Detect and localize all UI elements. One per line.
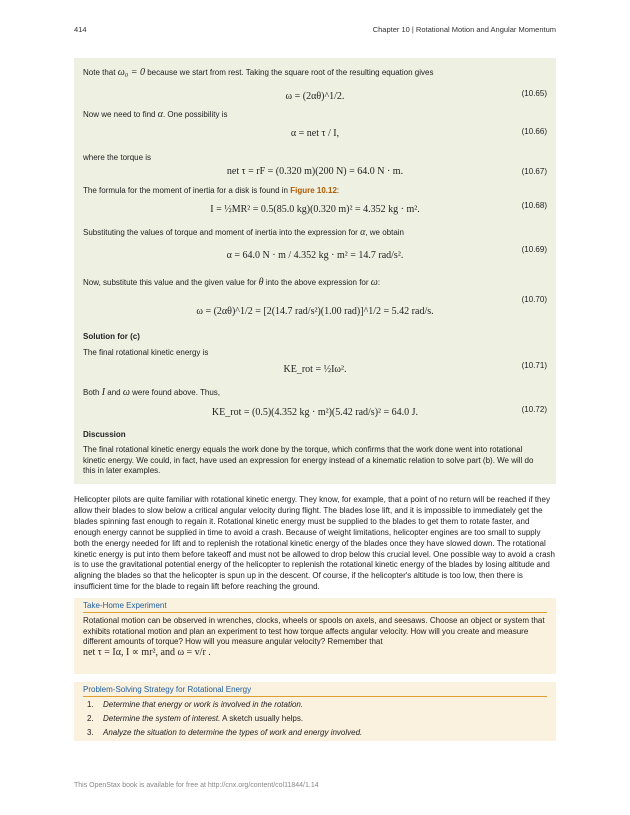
text-line: Both I and ω were found above. Thus, [83, 387, 221, 398]
text-line: Now we need to find α. One possibility is [83, 109, 228, 120]
equation: KE_rot = ½Iω². [283, 364, 347, 375]
text-line: The formula for the moment of inertia for a disk is found in Figure 10.12: [83, 186, 340, 195]
take-home-title: Take-Home Experiment [83, 601, 547, 613]
equation-number: (10.71) [521, 361, 547, 370]
equation: ω = (2αθ)^1/2. [285, 91, 345, 102]
strategy-steps [87, 698, 547, 740]
discussion-text: The final rotational kinetic energy equals the work done by the torque, which confirms that the work done went into rotational kinetic energy. We could, in fact, have used an expression for energy instead of a kinematic relation to solve part (b). We will do this in later examples. [83, 445, 534, 475]
equation: α = 64.0 N · m / 4.352 kg · m² = 14.7 rad/s². [226, 250, 404, 261]
example-box [74, 58, 556, 484]
section-heading: Discussion [83, 430, 126, 439]
list-item: 3. Analyze the situation to determine the types of work and energy involved. [87, 728, 363, 737]
text-line: Now, substitute this value and the given value for θ into the above expression for ω: [83, 277, 381, 288]
text-line: Substituting the values of torque and moment of inertia into the expression for α, we obtain [83, 227, 405, 238]
equation-number: (10.65) [521, 89, 547, 98]
equation-number: (10.70) [521, 295, 547, 304]
chapter-title: Chapter 10 | Rotational Motion and Angular Momentum [372, 25, 556, 34]
take-home-text: Rotational motion can be observed in wrenches, clocks, wheels or spools on axels, and seesaws. Choose an object or system that exhibits rotational motion and plan an experiment to test how torque affects angular velocity. How will you create and measure different amounts of torque? How will you measure angular velocity? Remember that net τ = Iα, I ∝ mr², and ω = v/r . [83, 616, 545, 658]
list-item: 2. Determine the system of interest. A sketch usually helps. [87, 714, 304, 723]
strategy-title: Problem-Solving Strategy for Rotational Energy [83, 685, 547, 697]
section-heading: Solution for (c) [83, 332, 140, 341]
page-footer: This OpenStax book is available for free at http://cnx.org/content/col11844/1.14 [74, 782, 319, 789]
equation: ω = (2αθ)^1/2 = [2(14.7 rad/s²)(1.00 rad)]^1/2 = 5.42 rad/s. [196, 306, 434, 317]
equation-number: (10.69) [521, 245, 547, 254]
equation-number: (10.72) [521, 405, 547, 414]
list-item: 1. Determine that energy or work is involved in the rotation. [87, 700, 304, 709]
body-paragraph: Helicopter pilots are quite familiar with rotational kinetic energy. They know, for example, that a point of no return will be reached if they allow their blades to slow below a critical angular velocity during flight. The blades lose lift, and it is impossible to immediately get the blades spinning fast enough to regain it. Rotational kinetic energy must be supplied to the blades to get them to rotate faster, and enough energy cannot be supplied in time to avoid a crash. Because of weight limitations, helicopter engines are too small to supply both the energy needed for lift and to replenish the rotational kinetic energy of the blades once they have slowed down. The rotational kinetic energy is put into them before takeoff and must not be allowed to drop below this crucial level. One possible way to avoid a crash is to use the gravitational potential energy of the helicopter to replenish the rotational kinetic energy of the blades by losing altitude and aligning the blades so that the helicopter is spun up in the descent. Of course, if the helicopter's altitude is too low, then there is insufficient time for the blade to regain lift before reaching the ground. [74, 495, 556, 592]
take-home-box [74, 598, 556, 674]
figure-link[interactable]: Figure 10.12 [290, 186, 337, 195]
equation: α = net τ / I, [290, 128, 340, 139]
equation-number: (10.66) [521, 127, 547, 136]
equation: net τ = rF = (0.320 m)(200 N) = 64.0 N · m. [226, 166, 404, 177]
equation: I = ½MR² = 0.5(85.0 kg)(0.320 m)² = 4.352 kg · m². [210, 204, 420, 215]
strategy-box [74, 682, 556, 741]
equation-number: (10.68) [521, 201, 547, 210]
equation-number: (10.67) [521, 167, 547, 176]
text-line: where the torque is [83, 153, 152, 162]
equation: KE_rot = (0.5)(4.352 kg · m²)(5.42 rad/s)² = 64.0 J. [211, 407, 419, 418]
text-line: The final rotational kinetic energy is [83, 348, 209, 357]
text-line: Note that ω₀ = 0 because we start from rest. Taking the square root of the resulting equation gives [83, 67, 434, 78]
take-home-formula: net τ = Iα, I ∝ mr², and ω = v/r . [83, 646, 211, 658]
page-number: 414 [74, 25, 87, 34]
